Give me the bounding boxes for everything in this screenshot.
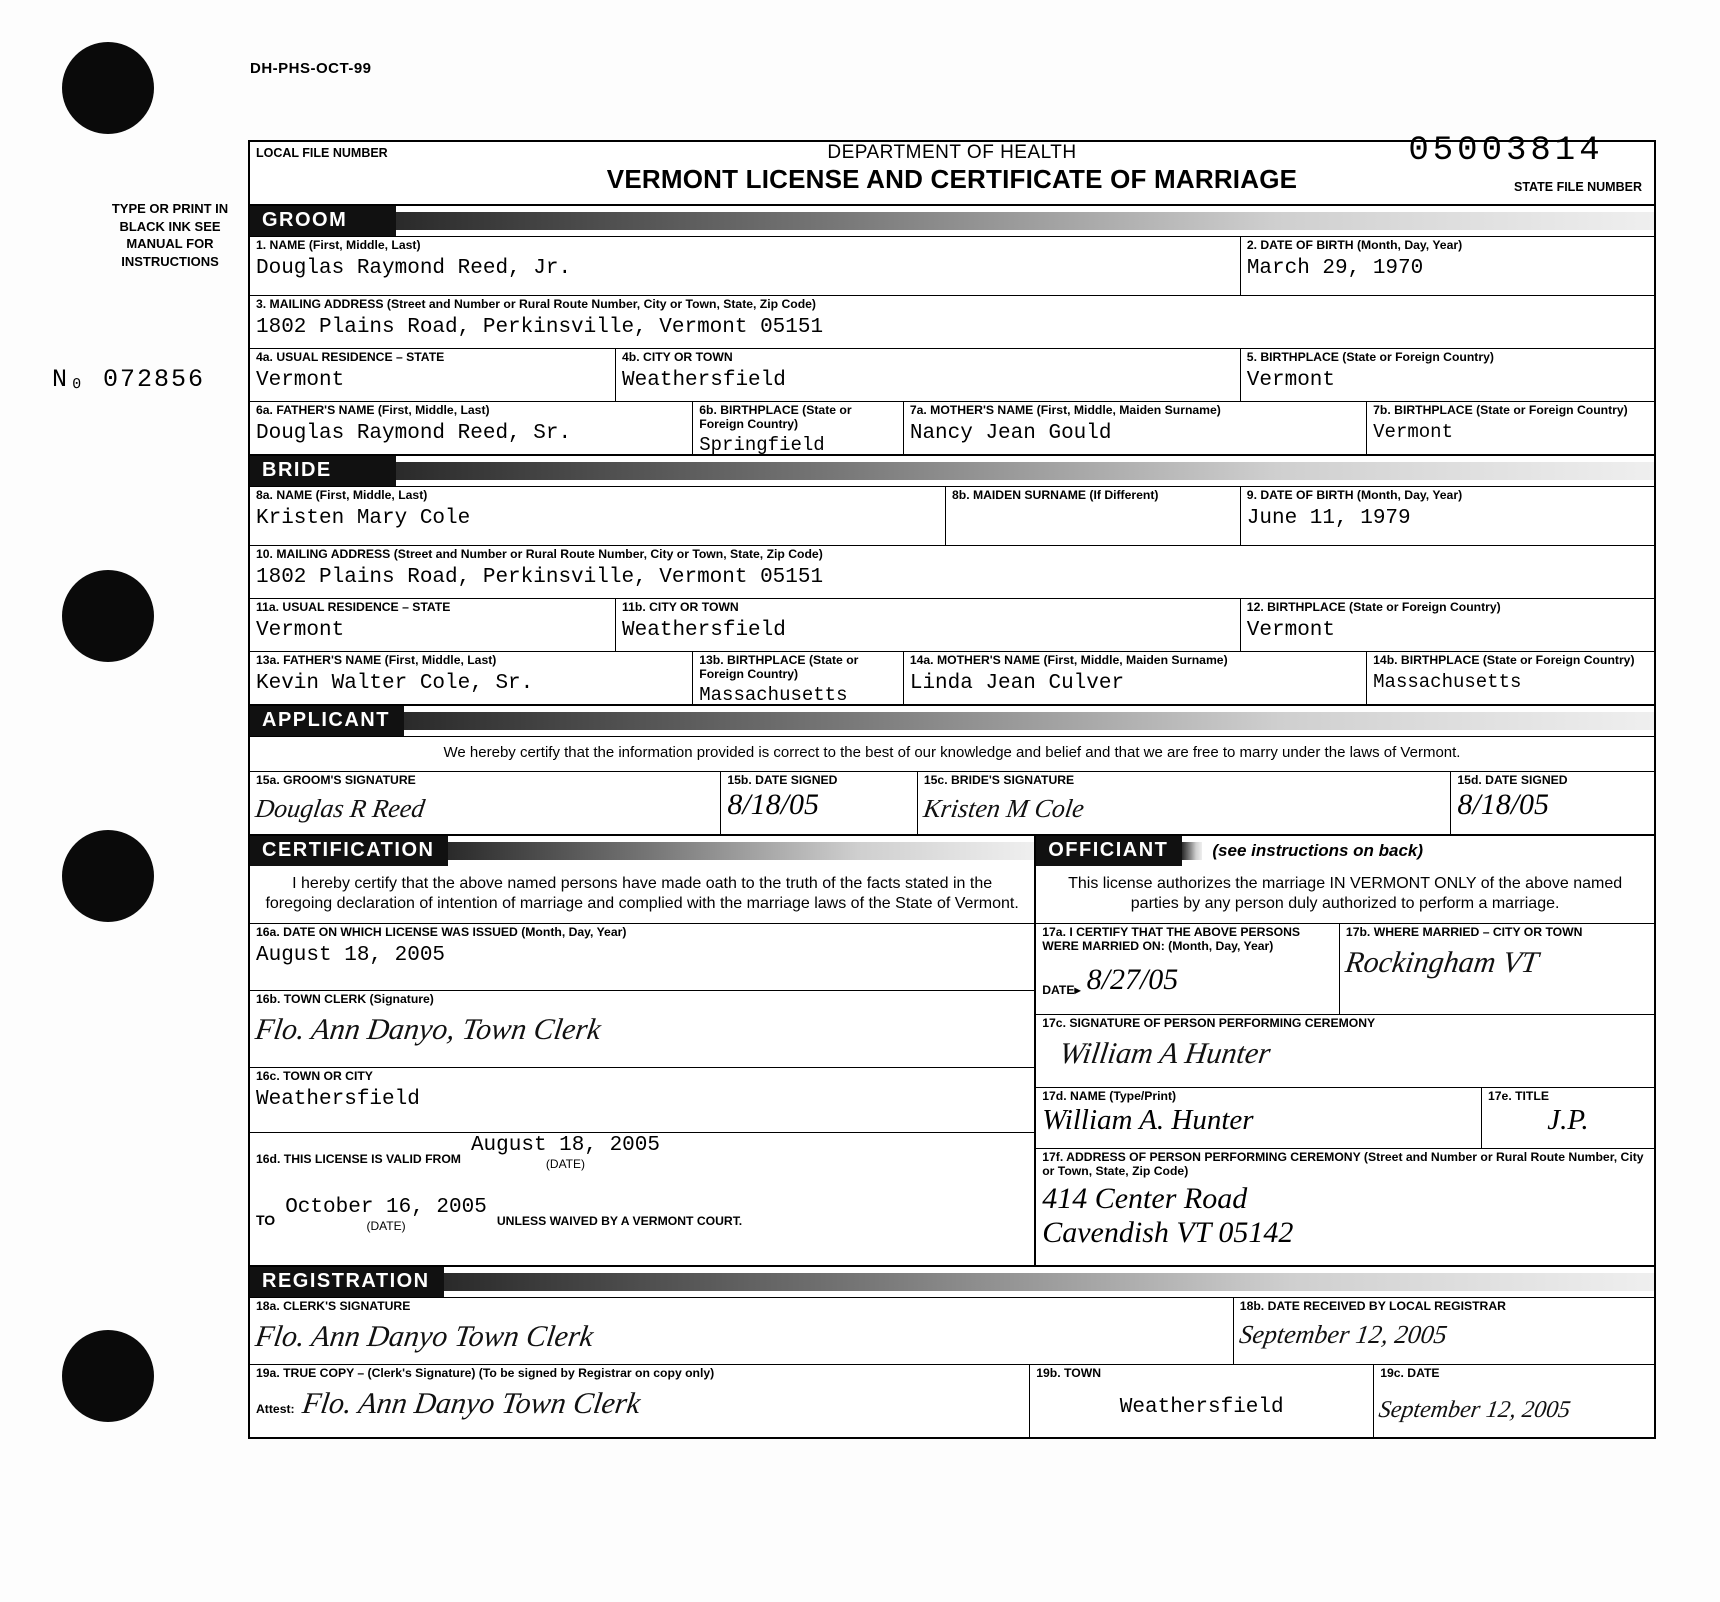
groom-residence-state-label: 4a. USUAL RESIDENCE – STATE	[256, 350, 445, 364]
certification-town-label: 16c. TOWN OR CITY	[256, 1068, 373, 1083]
bride-dob-value: June 11, 1979	[1246, 506, 1411, 530]
groom-section-band	[250, 204, 1654, 236]
groom-mother-value: Nancy Jean Gould	[909, 421, 1112, 445]
groom-date-signed-label: 15b. DATE SIGNED	[727, 773, 838, 787]
groom-residence-state-value: Vermont	[256, 368, 345, 392]
groom-mother-birthplace-label: 7b. BIRTHPLACE (State or Foreign Country)	[1373, 403, 1628, 417]
bride-name-label: 8a. NAME (First, Middle, Last)	[256, 488, 428, 502]
groom-date-signed-value: 8/18/05	[727, 787, 819, 821]
groom-residence-state-field[interactable]	[250, 349, 615, 401]
true-copy-row	[250, 1364, 1654, 1437]
officiant-address-line1: 414 Center Road	[1042, 1182, 1248, 1216]
band-fill	[404, 712, 1654, 730]
town-clerk-signature-value: Flo. Ann Danyo, Town Clerk	[253, 1012, 603, 1046]
officiant-band-label: OFFICIANT	[1036, 836, 1182, 866]
bride-signature-value: Kristen M Cole	[921, 793, 1086, 823]
groom-birthplace-field[interactable]	[1240, 349, 1654, 401]
bride-maiden-value	[952, 503, 1234, 508]
officiant-name-label: 17d. NAME (Type/Print)	[1042, 1088, 1177, 1103]
bride-dob-field[interactable]	[1240, 487, 1654, 545]
applicant-statement	[250, 737, 1654, 771]
town-clerk-signature-label: 16b. TOWN CLERK (Signature)	[256, 991, 434, 1006]
bride-mailing-label: 10. MAILING ADDRESS (Street and Number or Rural Route Number, City or Town, State, Zip Code)	[256, 547, 823, 561]
bride-section-band	[250, 454, 1654, 486]
officiant-name-row	[1036, 1087, 1654, 1148]
date-arrow-label: DATE▸	[1042, 982, 1081, 997]
applicant-statement-row	[250, 736, 1654, 771]
bride-city-field[interactable]	[615, 599, 1240, 651]
bride-city-label: 11b. CITY OR TOWN	[622, 600, 739, 614]
license-valid-from-field[interactable]	[250, 1132, 1034, 1195]
certification-column	[250, 836, 1036, 1265]
date-caption: (DATE)	[366, 1218, 406, 1233]
groom-mailing-label: 3. MAILING ADDRESS (Street and Number or Rural Route Number, City or Town, State, Zip Code)	[256, 297, 816, 311]
bride-mailing-row	[250, 545, 1654, 598]
groom-parents-row	[250, 401, 1654, 457]
groom-name-label: 1. NAME (First, Middle, Last)	[256, 238, 421, 252]
groom-residence-row	[250, 348, 1654, 401]
form-header	[250, 132, 1654, 204]
certification-town-field[interactable]	[250, 1067, 1034, 1132]
groom-birthplace-value: Vermont	[1246, 368, 1336, 392]
officiant-column	[1036, 836, 1654, 1265]
groom-father-label: 6a. FATHER'S NAME (First, Middle, Last)	[256, 403, 490, 417]
bride-signature-field[interactable]	[917, 772, 1451, 834]
groom-mailing-field[interactable]	[250, 296, 1654, 348]
date-received-value: September 12, 2005	[1237, 1319, 1449, 1349]
bride-date-signed-field[interactable]	[1450, 772, 1654, 834]
registrar-clerk-signature-value: Flo. Ann Danyo Town Clerk	[253, 1319, 596, 1353]
bride-father-birthplace-field[interactable]	[692, 652, 903, 707]
officiant-address-field[interactable]	[1036, 1148, 1654, 1265]
bride-parents-row	[250, 651, 1654, 707]
bride-residence-state-value: Vermont	[256, 618, 345, 642]
license-valid-to-prefix: TO	[256, 1212, 276, 1229]
bride-maiden-field[interactable]	[945, 487, 1240, 545]
bride-father-field[interactable]	[250, 652, 692, 704]
groom-city-label: 4b. CITY OR TOWN	[622, 350, 733, 364]
ceremony-signature-value: William A Hunter	[1057, 1036, 1273, 1070]
groom-city-value: Weathersfield	[622, 368, 786, 392]
registrar-clerk-signature-field[interactable]	[250, 1298, 1233, 1364]
groom-mother-birthplace-field[interactable]	[1366, 402, 1654, 454]
bride-date-signed-label: 15d. DATE SIGNED	[1457, 773, 1568, 787]
bride-name-value: Kristen Mary Cole	[256, 506, 471, 530]
registration-date-label: 19c. DATE	[1380, 1365, 1440, 1380]
groom-mailing-row	[250, 295, 1654, 348]
hole-punch-icon	[62, 42, 154, 134]
bride-signature-label: 15c. BRIDE'S SIGNATURE	[923, 773, 1075, 787]
bride-city-value: Weathersfield	[622, 618, 786, 642]
form-title: VERMONT LICENSE AND CERTIFICATE OF MARRIAGE	[606, 164, 1298, 194]
groom-father-field[interactable]	[250, 402, 692, 454]
instructions-note: TYPE OR PRINT IN BLACK INK SEE MANUAL FOR INSTRUCTIONS	[111, 201, 229, 269]
band-fill	[1182, 842, 1202, 860]
applicant-signature-row	[250, 771, 1654, 834]
license-issued-value: August 18, 2005	[256, 943, 446, 967]
bride-name-field[interactable]	[250, 487, 945, 545]
bride-date-signed-value: 8/18/05	[1457, 787, 1550, 821]
registration-town-label: 19b. TOWN	[1036, 1365, 1102, 1380]
certification-officiant-block	[250, 834, 1654, 1265]
license-valid-from-label: 16d. THIS LICENSE IS VALID FROM	[256, 1152, 461, 1167]
married-on-value: 8/27/05	[1086, 963, 1179, 997]
bride-father-birthplace-value: Massachusetts	[699, 684, 848, 707]
officiant-address-line2: Cavendish VT 05142	[1042, 1216, 1294, 1250]
bride-residence-row	[250, 598, 1654, 651]
registration-clerk-row	[250, 1297, 1654, 1364]
bride-name-row	[250, 486, 1654, 545]
bride-father-birthplace-label: 13b. BIRTHPLACE (State or Foreign Country)	[699, 653, 859, 681]
date-received-field[interactable]	[1233, 1298, 1654, 1364]
groom-birthplace-label: 5. BIRTHPLACE (State or Foreign Country)	[1246, 350, 1494, 364]
bride-mother-field[interactable]	[903, 652, 1366, 704]
groom-dob-label: 2. DATE OF BIRTH (Month, Day, Year)	[1246, 238, 1463, 252]
registration-date-field[interactable]	[1373, 1365, 1654, 1437]
married-on-field[interactable]	[1036, 924, 1339, 1014]
hole-punch-icon	[62, 570, 154, 662]
where-married-field[interactable]	[1339, 924, 1654, 1014]
hole-punch-icon	[62, 1330, 154, 1422]
where-married-label: 17b. WHERE MARRIED – CITY OR TOWN	[1345, 924, 1583, 939]
band-fill	[444, 1273, 1654, 1291]
state-file-number-label: STATE FILE NUMBER	[1513, 180, 1642, 194]
true-copy-field[interactable]	[250, 1365, 1029, 1437]
officiant-blurb: This license authorizes the marriage IN VERMONT ONLY of the above named parties by any person duly authorized to perform a marriage.	[1068, 875, 1623, 913]
bride-mother-value: Linda Jean Culver	[909, 671, 1125, 695]
bride-mailing-field[interactable]	[250, 546, 1654, 598]
groom-father-birthplace-value: Springfield	[699, 434, 825, 457]
applicant-band-label: APPLICANT	[250, 706, 404, 736]
state-file-number: 05003814	[1408, 132, 1604, 170]
bride-band-label: BRIDE	[250, 456, 396, 486]
groom-city-field[interactable]	[615, 349, 1240, 401]
registration-section-band	[250, 1265, 1654, 1297]
groom-mother-field[interactable]	[903, 402, 1366, 454]
bride-mother-birthplace-label: 14b. BIRTHPLACE (State or Foreign Country)	[1373, 653, 1635, 667]
officiant-address-label: 17f. ADDRESS OF PERSON PERFORMING CEREMONY (Street and Number or Rural Route Number, City or Town, State, Zip Code)	[1042, 1149, 1644, 1178]
certification-blurb: I hereby certify that the above named persons have made oath to the truth of the facts stated in the foregoing declaration of intention of marriage and complied with the marriage laws of the State of Vermont.	[265, 875, 1019, 913]
groom-dob-field[interactable]	[1240, 237, 1654, 295]
groom-father-birthplace-label: 6b. BIRTHPLACE (State or Foreign Country)	[699, 403, 852, 431]
officiant-section-band	[1036, 836, 1654, 866]
certification-band-label: CERTIFICATION	[250, 836, 448, 866]
ceremony-signature-field[interactable]	[1036, 1014, 1654, 1087]
bride-mailing-value: 1802 Plains Road, Perkinsville, Vermont 05151	[256, 565, 824, 589]
registration-band-label: REGISTRATION	[250, 1267, 444, 1297]
groom-signature-label: 15a. GROOM'S SIGNATURE	[256, 773, 416, 787]
serial-number: N₀ 072856	[52, 365, 206, 394]
license-issued-field[interactable]	[250, 923, 1034, 990]
certification-section-band	[250, 836, 1034, 866]
bride-birthplace-label: 12. BIRTHPLACE (State or Foreign Country)	[1246, 600, 1501, 614]
officiant-title-value: J.P.	[1547, 1103, 1589, 1136]
bride-residence-state-field[interactable]	[250, 599, 615, 651]
bride-birthplace-value: Vermont	[1246, 618, 1336, 642]
date-caption: (DATE)	[545, 1156, 586, 1171]
groom-date-signed-field[interactable]	[720, 772, 917, 834]
hole-punch-icon	[62, 830, 154, 922]
groom-signature-field[interactable]	[250, 772, 720, 834]
license-valid-to-value: October 16, 2005	[285, 1195, 487, 1219]
marriage-certificate-form	[248, 132, 1656, 1439]
where-married-value: Rockingham VT	[1343, 945, 1541, 979]
groom-name-row	[250, 236, 1654, 295]
bride-mother-birthplace-value: Massachusetts	[1373, 670, 1522, 693]
applicant-statement-text: We hereby certify that the information provided is correct to the best of our knowledge and belief and that we are free to marry under the laws of Vermont.	[443, 744, 1461, 761]
bride-mother-label: 14a. MOTHER'S NAME (First, Middle, Maiden Surname)	[909, 653, 1228, 667]
license-issued-label: 16a. DATE ON WHICH LICENSE WAS ISSUED (Month, Day, Year)	[256, 924, 627, 939]
bride-birthplace-field[interactable]	[1240, 599, 1654, 651]
certification-town-value: Weathersfield	[256, 1087, 420, 1111]
bride-mother-birthplace-field[interactable]	[1366, 652, 1654, 704]
registration-town-field[interactable]	[1029, 1365, 1373, 1437]
officiant-title-label: 17e. TITLE	[1488, 1088, 1549, 1103]
applicant-section-band	[250, 704, 1654, 736]
officiant-name-field[interactable]	[1036, 1088, 1481, 1148]
groom-name-field[interactable]	[250, 237, 1240, 295]
local-file-number-label: LOCAL FILE NUMBER	[256, 146, 388, 160]
date-received-label: 18b. DATE RECEIVED BY LOCAL REGISTRAR	[1239, 1298, 1506, 1313]
bride-residence-state-label: 11a. USUAL RESIDENCE – STATE	[256, 600, 451, 614]
band-fill	[448, 842, 1034, 860]
groom-father-value: Douglas Raymond Reed, Sr.	[256, 421, 572, 445]
groom-father-birthplace-field[interactable]	[692, 402, 903, 457]
officiant-name-value: William A. Hunter	[1042, 1103, 1254, 1136]
attest-signature-value: Flo. Ann Danyo Town Clerk	[299, 1386, 643, 1420]
registrar-clerk-signature-label: 18a. CLERK'S SIGNATURE	[256, 1298, 411, 1313]
ceremony-signature-label: 17c. SIGNATURE OF PERSON PERFORMING CEREMONY	[1042, 1015, 1376, 1030]
officiant-band-note: (see instructions on back)	[1212, 841, 1424, 860]
department-name: DEPARTMENT OF HEALTH	[827, 142, 1077, 163]
bride-maiden-label: 8b. MAIDEN SURNAME (If Different)	[951, 488, 1159, 502]
license-valid-to-suffix: UNLESS WAIVED BY A VERMONT COURT.	[496, 1214, 743, 1229]
attest-label: Attest:	[256, 1401, 295, 1416]
license-valid-from-value: August 18, 2005	[470, 1133, 660, 1157]
married-on-label: 17a. I CERTIFY THAT THE ABOVE PERSONS WERE MARRIED ON: (Month, Day, Year)	[1042, 924, 1301, 953]
band-fill	[396, 462, 1654, 480]
groom-name-value: Douglas Raymond Reed, Jr.	[256, 256, 572, 280]
officiant-married-row	[1036, 923, 1654, 1014]
true-copy-label: 19a. TRUE COPY – (Clerk's Signature) (To be signed by Registrar on copy only)	[256, 1365, 715, 1380]
officiant-title-field[interactable]	[1481, 1088, 1654, 1148]
groom-dob-value: March 29, 1970	[1246, 256, 1424, 280]
groom-signature-value: Douglas R Reed	[253, 793, 427, 823]
band-fill	[396, 212, 1654, 230]
registration-date-value: September 12, 2005	[1377, 1396, 1573, 1423]
bride-dob-label: 9. DATE OF BIRTH (Month, Day, Year)	[1246, 488, 1463, 502]
bride-father-value: Kevin Walter Cole, Sr.	[256, 671, 534, 695]
town-clerk-signature-field[interactable]	[250, 990, 1034, 1067]
groom-mother-birthplace-value: Vermont	[1373, 420, 1453, 443]
groom-band-label: GROOM	[250, 206, 396, 236]
registration-town-value: Weathersfield	[1119, 1395, 1284, 1419]
groom-mother-label: 7a. MOTHER'S NAME (First, Middle, Maiden Surname)	[909, 403, 1221, 417]
form-code: DH-PHS-OCT-99	[250, 60, 372, 77]
bride-father-label: 13a. FATHER'S NAME (First, Middle, Last)	[256, 653, 497, 667]
groom-mailing-value: 1802 Plains Road, Perkinsville, Vermont 05151	[256, 315, 824, 339]
license-valid-to-field[interactable]	[250, 1195, 1034, 1257]
